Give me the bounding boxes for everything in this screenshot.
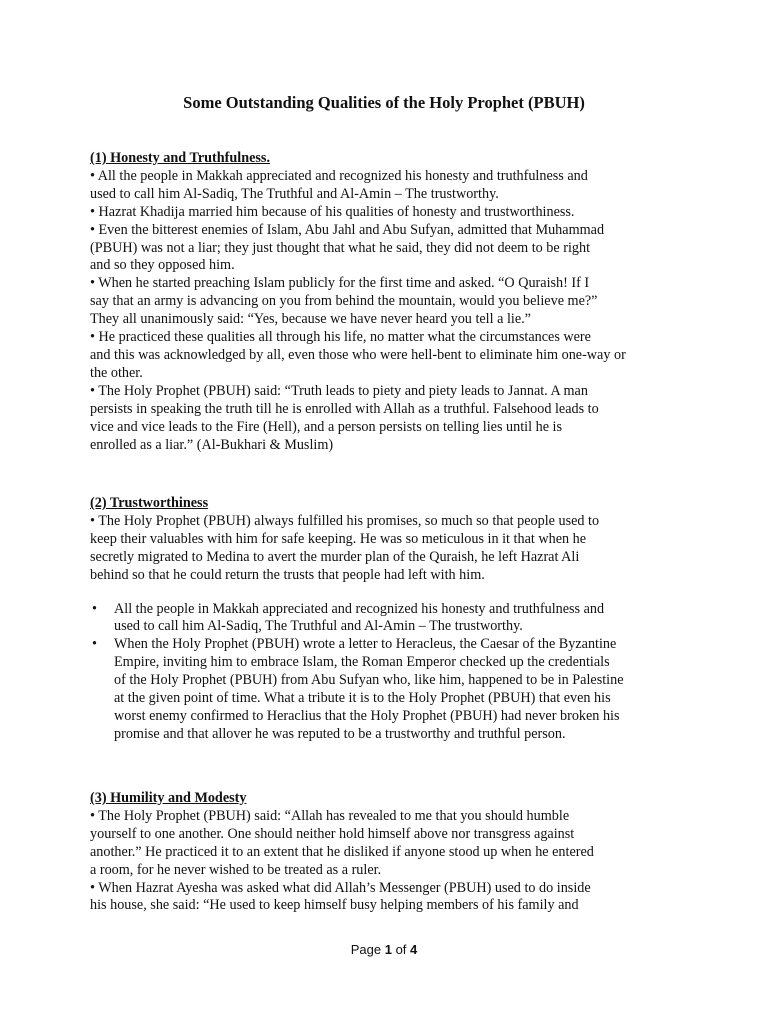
- total-pages-number: 4: [410, 942, 418, 957]
- section-humility: [90, 790, 670, 915]
- bullet-list: [90, 601, 670, 744]
- section-heading-humility: (3) Humility and Modesty: [90, 790, 247, 806]
- section-honesty: [90, 150, 670, 454]
- section-heading-trustworthiness: (2) Trustworthiness: [90, 495, 209, 511]
- paragraph: • Even the bitterest enemies of Islam, Abu Jahl and Abu Sufyan, admitted that Muhammad (PBUH) was not a liar; they just thought that what he said, they did not deem to be right and so they opposed him.: [90, 221, 605, 274]
- paragraph: • When Hazrat Ayesha was asked what did Allah’s Messenger (PBUH) used to do inside his house, she said: “He used to keep himself busy helping members of his family and: [90, 879, 591, 914]
- bullet-icon: •: [92, 600, 97, 617]
- paragraph: • He practiced these qualities all through his life, no matter what the circumstances were and this was acknowledged by all, even those who were hell-bent to eliminate him one-way or the other.: [90, 329, 626, 381]
- current-page-number: 1: [384, 942, 392, 957]
- page-footer: [0, 942, 768, 958]
- paragraph: • When he started preaching Islam publicly for the first time and asked. “O Quraish! If I say that an army is advancing on you from behind the mountain, would you believe me?” They all unanimously said: “Yes, because we have never heard you tell a lie.”: [90, 275, 598, 328]
- paragraph: • The Holy Prophet (PBUH) said: “Allah has revealed to me that you should humble yourself to one another. One should neither hold himself above nor transgress against another.” He practiced it to an extent that he disliked if anyone stood up when he entered a room, for he never wished to be treated as a ruler.: [90, 807, 594, 878]
- paragraph: • The Holy Prophet (PBUH) said: “Truth leads to piety and piety leads to Jannat. A man persists in speaking the truth till he is enrolled with Allah as a truthful. Falsehood leads to vice and vice leads to the Fire (Hell), and a person persists on telling lies until he is enrolled as a liar.” (Al-Bukhari & Muslim): [90, 382, 599, 453]
- document-title: Some Outstanding Qualities of the Holy Prophet (PBUH): [183, 93, 585, 112]
- paragraph: • Hazrat Khadija married him because of his qualities of honesty and trustworthiness.: [90, 203, 575, 220]
- list-item-text: All the people in Makkah appreciated and recognized his honesty and truthfulness and used to call him Al-Sadiq, The Truthful and Al-Amin – The trustworthy.: [114, 600, 605, 635]
- section-trustworthiness: [90, 495, 670, 744]
- list-item: [90, 636, 670, 743]
- bullet-icon: •: [92, 636, 97, 653]
- paragraph: • All the people in Makkah appreciated and recognized his honesty and truthfulness and used to call him Al-Sadiq, The Truthful and Al-Amin – The trustworthy.: [90, 167, 588, 202]
- section-heading-honesty: (1) Honesty and Truthfulness.: [90, 150, 271, 166]
- paragraph: • The Holy Prophet (PBUH) always fulfilled his promises, so much so that people used to keep their valuables with him for safe keeping. He was so meticulous in it that when he secretly migrated to Medina to avert the murder plan of the Quraish, he left Hazrat Ali behind so that he could return the trusts that people had left with him.: [90, 512, 600, 583]
- list-item-text: When the Holy Prophet (PBUH) wrote a letter to Heracleus, the Caesar of the Byzantine Empire, inviting him to embrace Islam, the Roman Emperor checked up the credentials of the Holy Prophet (PBUH) from Abu Sufyan who, like him, happened to be in Palestine at the given point of time. What a tribute it is to the Holy Prophet (PBUH) that even his worst enemy confirmed to Heraclius that the Holy Prophet (PBUH) had never broken his promise and that allover he was reputed to be a trustworthy and truthful person.: [114, 636, 624, 742]
- page-label: Page: [350, 942, 382, 957]
- list-item: [90, 601, 670, 637]
- of-label: of: [395, 942, 407, 957]
